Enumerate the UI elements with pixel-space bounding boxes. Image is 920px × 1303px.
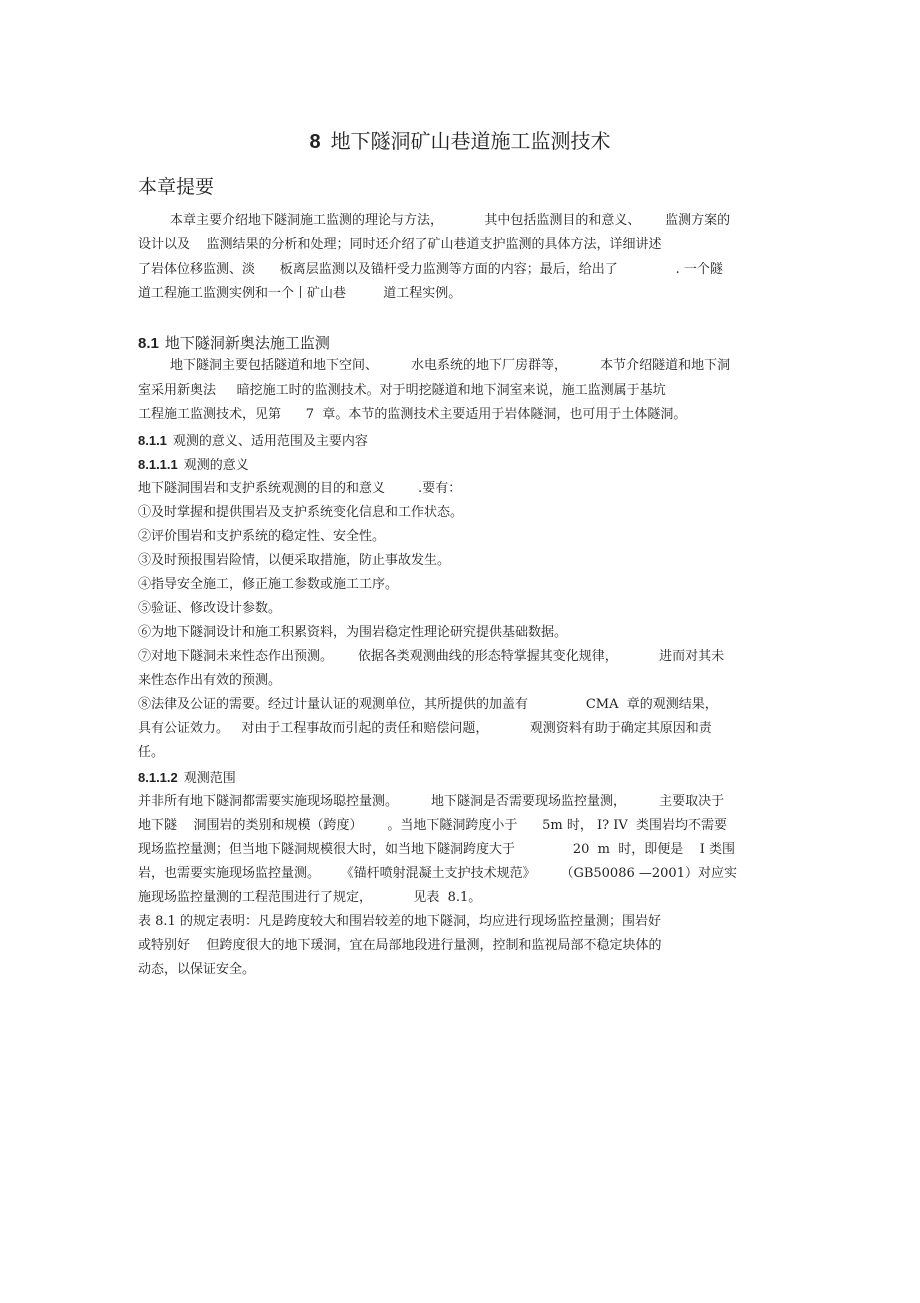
range-line: 岩，也需要实施现场监控量测。 《锚杆喷射混凝土支护技术规范》 （GB50086 —2001）对应实 (138, 866, 737, 881)
section-heading (138, 333, 330, 354)
meaning-line: 来性态作出有效的预测。 (138, 673, 282, 688)
range-line: 现场监控量测；但当地下隧洞规模很大时，如当地下隧洞跨度大于 20 m 时，即便是 I 类围 (138, 842, 736, 857)
chapter-title-text: 地下隧洞矿山巷道施工监测技术 (330, 129, 611, 153)
meaning-line: ①及时掌握和提供围岩及支护系统变化信息和工作状态。 (138, 505, 464, 520)
meaning-line: ②评价围岩和支护系统的稳定性、安全性。 (138, 529, 386, 544)
subsubsection-number: 8.1.1.2 (138, 770, 178, 785)
subsection-number: 8.1.1 (138, 433, 167, 448)
meaning-line: ③及时预报围岩险情，以便采取措施，防止事故发生。 (138, 553, 451, 568)
section-title: 地下隧洞新奥法施工监测 (164, 334, 330, 352)
chapter-summary-heading: 本章提要 (138, 176, 215, 198)
chapter-title (0, 128, 920, 155)
subsubsection-title: 观测范围 (183, 771, 236, 786)
meaning-line: 地下隧洞围岩和支护系统观测的目的和意义 .要有： (138, 481, 462, 496)
range-line: 并非所有地下隧洞都需要实施现场聪控量测。 地下隧洞是否需要现场监控量测， 主要取决于 (138, 794, 725, 809)
subsubsection-heading (138, 770, 236, 787)
subsection-title: 观测的意义、适用范围及主要内容 (172, 434, 368, 449)
meaning-line: ⑧法律及公证的需要。经过计量认证的观测单位，其所提供的加盖有 CMA 章的观测结果， (138, 697, 718, 712)
section-line: 室采用新奥法 暗挖施工时的监测技术。对于明挖隧道和地下洞室来说，施工监测属于基坑 (138, 383, 666, 398)
meaning-line: 具有公证效力。 对由于工程事故而引起的责任和赔偿问题， 观测资料有助于确定其原因和责 (138, 721, 712, 736)
range-line: 施现场监控量测的工程范围进行了规定， 见表 8.1。 (138, 890, 482, 905)
range-line: 或特别好 但跨度很大的地下瑗洞，宜在局部地段进行量测，控制和监视局部不稳定块体的 (138, 938, 662, 953)
meaning-line: ⑦对地下隧洞未来性态作出预测。 依据各类观测曲线的形态特掌握其变化规律， 进而对其未 (138, 649, 725, 664)
intro-line: 设计以及 监测结果的分析和处理；同时还介绍了矿山巷道支护监测的具体方法，详细讲述 (138, 237, 662, 252)
range-line: 动态，以保证安全。 (138, 962, 256, 977)
subsection-heading (138, 433, 368, 450)
intro-line: 本章主要介绍地下隧洞施工监测的理论与方法， 其中包括监测目的和意义、 监测方案的 (170, 213, 731, 228)
subsubsection-heading (138, 457, 249, 474)
meaning-line: ④指导安全施工，修正施工参数或施工工序。 (138, 577, 399, 592)
meaning-line: 任。 (138, 745, 165, 760)
intro-line: 了岩体位移监测、淡 板离层监测以及锚杆受力监测等方面的内容；最后，给出了 . 一个隧 (138, 262, 723, 277)
section-line: 地下隧洞主要包括隧道和地下空间、 水电系统的地下厂房群等， 本节介绍隧道和地下洞 (170, 358, 731, 373)
meaning-line: ⑤验证、修改设计参数。 (138, 601, 282, 616)
range-line: 地下隧 洞围岩的类别和规模（跨度） 。当地下隧洞跨度小于 5m 时， I? IV 类围岩均不需要 (138, 818, 728, 833)
meaning-line: ⑥为地下隧洞设计和施工积累资料，为围岩稳定性理论研究提供基础数据。 (138, 625, 568, 640)
subsubsection-title: 观测的意义 (183, 458, 249, 473)
range-line: 表 8.1 的规定表明：凡是跨度较大和围岩较差的地下隧洞，均应进行现场监控量测；围岩好 (138, 914, 661, 929)
section-line: 工程施工监测技术，见第 7 章。本节的监测技术主要适用于岩体隧洞，也可用于土体隧洞。 (138, 407, 687, 422)
chapter-number: 8 (309, 131, 321, 153)
section-number: 8.1 (138, 335, 159, 352)
intro-line: 道工程施工监测实例和一个丨矿山巷 道工程实例。 (138, 286, 462, 301)
subsubsection-number: 8.1.1.1 (138, 457, 178, 472)
